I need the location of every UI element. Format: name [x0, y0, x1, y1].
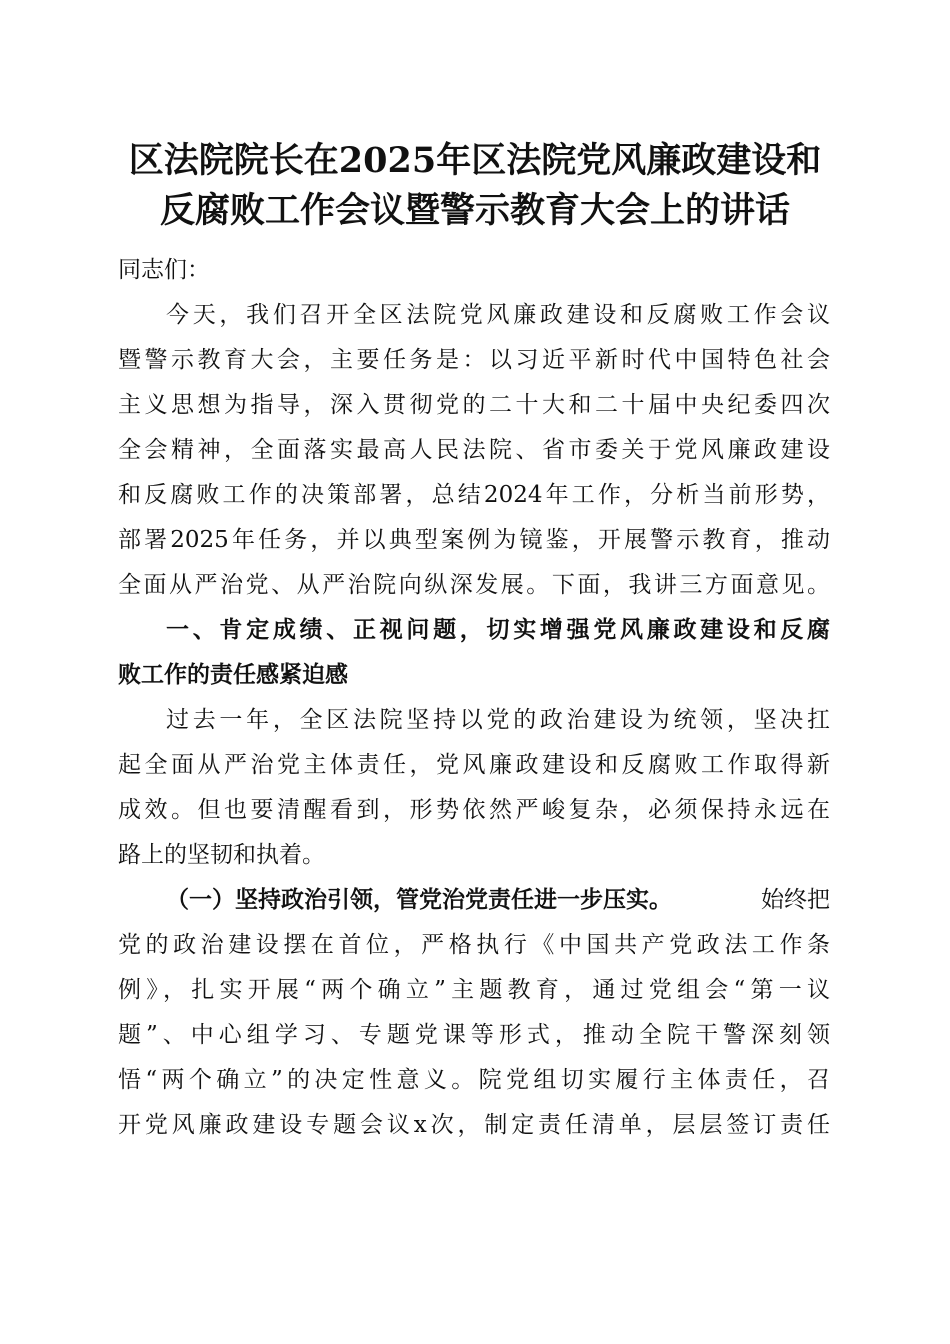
paragraph-line: 开党风廉政建设专题会议x次，制定责任清单，层层签订责任	[118, 1112, 830, 1138]
intro-line: 暨警示教育大会，主要任务是：以习近平新时代中国特色社会	[118, 347, 830, 373]
subsection-first-line	[118, 878, 830, 923]
section-heading-line: 败工作的责任感紧迫感	[118, 662, 348, 688]
title-line-2: 反腐败工作会议暨警示教育大会上的讲话	[159, 190, 790, 231]
salutation: 同志们：	[118, 257, 210, 283]
section-1-paragraph	[118, 698, 830, 878]
subsection-1-paragraph	[118, 878, 830, 1148]
intro-line: 今天，我们召开全区法院党风廉政建设和反腐败工作会议	[166, 302, 830, 328]
intro-line: 部署2025年任务，并以典型案例为镜鉴，开展警示教育，推动	[118, 527, 830, 553]
intro-line: 全面从严治党、从严治院向纵深发展。下面，我讲三方面意见。	[118, 572, 830, 598]
paragraph-line: 始终把	[761, 887, 830, 913]
document-title	[100, 136, 850, 236]
paragraph-line: 党的政治建设摆在首位，严格执行《中国共产党政法工作条	[118, 932, 830, 958]
paragraph-line: 过去一年，全区法院坚持以党的政治建设为统领，坚决扛	[166, 707, 830, 733]
paragraph-line: 路上的坚韧和执着。	[118, 842, 325, 868]
paragraph-line: 起全面从严治党主体责任，党风廉政建设和反腐败工作取得新	[118, 752, 830, 778]
paragraph-line: 题”、中心组学习、专题党课等形式，推动全院干警深刻领	[118, 1022, 830, 1048]
paragraph-line: 成效。但也要清醒看到，形势依然严峻复杂，必须保持永远在	[118, 797, 830, 823]
intro-line: 全会精神，全面落实最高人民法院、省市委关于党风廉政建设	[118, 437, 830, 463]
section-heading-line: 一、肯定成绩、正视问题，切实增强党风廉政建设和反腐	[166, 617, 830, 643]
intro-line: 和反腐败工作的决策部署，总结2024年工作，分析当前形势，	[118, 482, 830, 508]
intro-paragraph	[118, 293, 830, 608]
subsection-heading: （一）坚持政治引领，管党治党责任进一步压实。	[166, 887, 672, 913]
paragraph-line: 悟“两个确立”的决定性意义。院党组切实履行主体责任，召	[118, 1067, 830, 1093]
section-heading-1	[118, 608, 830, 698]
title-line-1: 区法院院长在2025年区法院党风廉政建设和	[128, 140, 822, 181]
intro-line: 主义思想为指导，深入贯彻党的二十大和二十届中央纪委四次	[118, 392, 830, 418]
paragraph-line: 例》，扎实开展“两个确立”主题教育，通过党组会“第一议	[118, 977, 830, 1003]
document-body	[118, 248, 830, 1148]
